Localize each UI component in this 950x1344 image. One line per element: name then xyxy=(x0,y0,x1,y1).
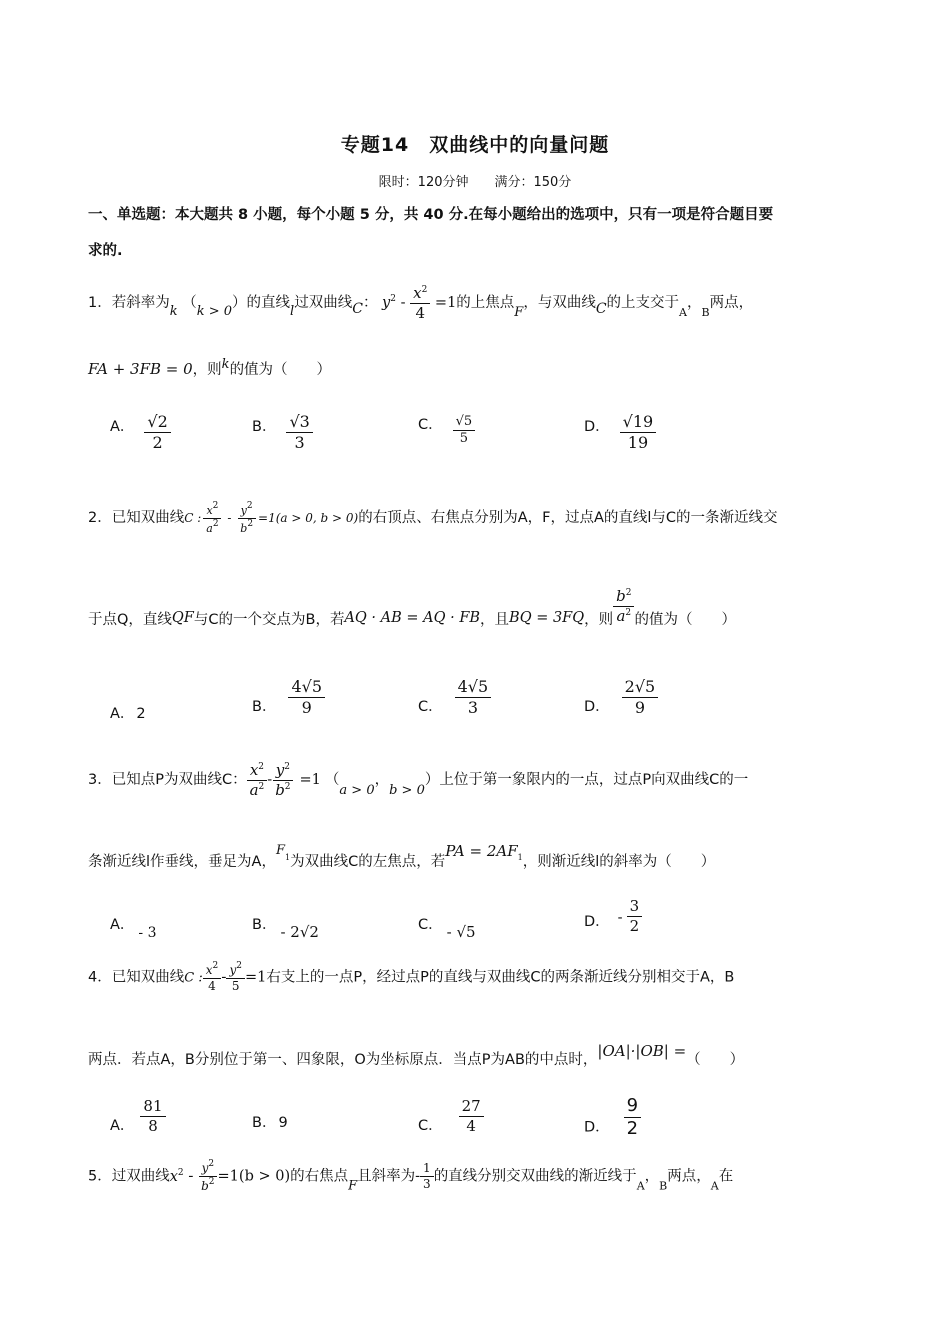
q1-C: C xyxy=(595,301,607,317)
section-header-line2: 求的. xyxy=(88,243,123,259)
q3-cond-a: a > 0 xyxy=(339,783,375,798)
q3-text: 3．已知点P为双曲线C： xyxy=(88,772,247,788)
q4-y2-over-5: $\frac{y^2}{5}$ xyxy=(226,962,245,993)
q1-condition: k > 0 xyxy=(196,304,233,319)
section-header-line1: 一、单选题：本大题共 8 小题，每个小题 5 分，共 40 分.在每小题给出的选项中，只有一项是符合题目要 xyxy=(88,207,774,223)
q1-A: A xyxy=(679,306,687,319)
q5-F: F xyxy=(348,1178,358,1194)
q5-text: 两点， xyxy=(667,1168,711,1185)
q1-text: 的上焦点 xyxy=(456,295,515,311)
q5-text: 的直线分别交双曲线的渐近线于 xyxy=(433,1168,637,1185)
q1-k: k xyxy=(221,357,230,372)
q4-text: （ ） xyxy=(686,1052,745,1068)
q4-equals: =1 xyxy=(244,969,267,986)
q3-text: ， xyxy=(374,772,390,788)
q5-B: B xyxy=(659,1179,668,1193)
q4-abs-product: |OA|·|OB| = xyxy=(597,1042,687,1060)
q4-option-c[interactable]: C． $\frac{27}{4}$ xyxy=(418,1098,484,1135)
q2-option-c[interactable]: C． $\frac{4√5}{3}$ xyxy=(418,678,491,716)
q3-cond-b: b > 0 xyxy=(389,783,425,798)
q3-F1: $F_1$ xyxy=(275,843,291,862)
q1-C: C xyxy=(352,301,363,317)
q5-text: 且斜率为 xyxy=(357,1168,416,1185)
q5-text: 的右焦点 xyxy=(290,1168,349,1185)
q1-text: 的值为（ ） xyxy=(229,362,332,378)
q1-equation: $y^2$ - $\frac{x^2}{4}$ =1 xyxy=(382,284,457,322)
q2-option-b[interactable]: B． $\frac{4√5}{9}$ xyxy=(252,678,325,716)
q2-option-a[interactable]: A． 2 xyxy=(110,706,146,722)
q1-option-b[interactable]: B． $\frac{√3}{3}$ xyxy=(252,413,313,451)
q3-option-c[interactable]: C． - √5 xyxy=(418,917,476,941)
question-1-line1 xyxy=(88,285,753,324)
q5-text: 在 xyxy=(718,1168,734,1185)
question-5-line1 xyxy=(88,1160,733,1198)
q5-x2: $x^2$ xyxy=(169,1167,184,1185)
q2-dot-equation: AQ · AB = AQ · FB xyxy=(344,610,481,626)
q2-option-d[interactable]: D． $\frac{2√5}{9}$ xyxy=(584,678,658,716)
q1-text: ，与双曲线 xyxy=(523,295,596,311)
q2-QF: QF xyxy=(171,610,194,626)
q5-sign: - xyxy=(415,1168,421,1185)
q3-x2-over-a2: $\frac{x^2}{a^2}$ xyxy=(247,762,268,798)
q3-text: （ xyxy=(324,772,340,788)
q1-text: 两点， xyxy=(709,295,754,311)
q4-C: C : xyxy=(184,970,203,986)
question-2-line2 xyxy=(88,588,736,631)
q2-text: 的值为（ ） xyxy=(634,612,736,628)
q2-text: ，则 xyxy=(584,612,614,628)
q5-text: 5．过双曲线 xyxy=(88,1168,170,1185)
q4-minus: - xyxy=(221,969,227,986)
q3-y2-over-b2: $\frac{y^2}{b^2}$ xyxy=(272,762,293,798)
q3-option-b[interactable]: B． - 2√2 xyxy=(252,917,319,941)
q3-pa-equation: PA = $2AF_1$ xyxy=(445,842,523,862)
q2-text: 2．已知双曲线 xyxy=(88,510,185,527)
q1-text: 1．若斜率为 xyxy=(88,295,170,311)
q1-text: ： xyxy=(362,295,378,311)
q5-equals: =1(b > 0) xyxy=(217,1168,291,1185)
q1-k: k xyxy=(169,304,178,319)
q1-text: 的上支交于 xyxy=(606,295,680,311)
q4-x2-over-4: $\frac{x^2}{4}$ xyxy=(203,962,222,993)
q4-text: 4．已知双曲线 xyxy=(88,969,185,986)
q4-option-b[interactable]: B． 9 xyxy=(252,1115,288,1131)
q5-minus: - xyxy=(183,1168,199,1185)
q5-y2-over-b2: $\frac{y^2}{b^2}$ xyxy=(198,1160,217,1193)
q2-b2-over-a2: $\frac{b^2}{a^2}$ xyxy=(613,588,634,624)
q1-B: B xyxy=(701,306,710,319)
question-1-line2 xyxy=(88,354,331,381)
q1-option-d[interactable]: D． $\frac{√19}{19}$ xyxy=(584,413,656,451)
q2-bq-equation: BQ = 3FQ xyxy=(509,610,585,626)
q5-A: A xyxy=(710,1179,719,1193)
q3-option-a[interactable]: A． - 3 xyxy=(110,917,157,941)
q4-option-d[interactable]: D． $\frac{9}{2}$ xyxy=(584,1096,641,1139)
q1-F: F xyxy=(514,305,524,320)
q4-text: 两点．若点A，B分别位于第一、四象限，O为坐标原点．当点P为AB的中点时， xyxy=(88,1052,598,1068)
q1-text: ， xyxy=(687,295,702,311)
q1-vector-equation: FA + 3FB = 0 xyxy=(88,360,193,378)
time-score-info: 限时：120分钟 满分：150分 xyxy=(378,175,572,190)
question-4-line2 xyxy=(88,1040,744,1071)
q4-option-a[interactable]: A． $\frac{81}{8}$ xyxy=(110,1098,166,1135)
q1-text: 过双曲线 xyxy=(294,295,353,311)
q3-text: ，则渐近线l的斜率为（ ） xyxy=(522,854,716,870)
q1-option-a[interactable]: A． $\frac{√2}{2}$ xyxy=(110,413,171,451)
q3-minus: - xyxy=(267,772,273,788)
q1-text: （ xyxy=(182,295,197,311)
question-2-line1 xyxy=(88,502,778,535)
q2-text: 与C的一个交点为B，若 xyxy=(193,612,345,628)
q2-equation: C : $\frac{x^2}{a^2}$ - $\frac{y^2}{b^2}$ =1(a > 0, b > 0) xyxy=(184,501,359,536)
q1-text: ）的直线 xyxy=(232,295,291,311)
q3-option-d[interactable]: D． - $\frac{3}{2}$ xyxy=(584,898,642,934)
question-3-line1 xyxy=(88,762,748,802)
q5-A: A xyxy=(636,1179,645,1193)
q3-text: 条渐近线l作垂线，垂足为A， xyxy=(88,854,276,870)
q2-text: 于点Q，直线 xyxy=(88,612,172,628)
q1-text: ，则 xyxy=(192,362,222,378)
q4-text: 右支上的一点P，经过点P的直线与双曲线C的两条渐近线分别相交于A，B xyxy=(266,969,735,986)
q2-text: ，且 xyxy=(480,612,510,628)
q5-text: ， xyxy=(644,1168,660,1185)
q5-slope-fraction: $\frac{1}{3}$ xyxy=(420,1162,434,1191)
q3-equals: =1 xyxy=(299,772,321,788)
page-title: 专题14 双曲线中的向量问题 xyxy=(340,134,610,156)
q1-option-c[interactable]: C． $\frac{√5}{5}$ xyxy=(418,413,475,447)
q2-text: 的右顶点、右焦点分别为A，F，过点A的直线l与C的一条渐近线交 xyxy=(358,510,778,527)
question-4-line1 xyxy=(88,962,734,993)
q1-l: l xyxy=(290,304,295,319)
question-3-line2 xyxy=(88,840,715,873)
q3-text: ）上位于第一象限内的一点，过点P向双曲线C的一 xyxy=(424,772,749,788)
q3-text: 为双曲线C的左焦点，若 xyxy=(290,854,446,870)
